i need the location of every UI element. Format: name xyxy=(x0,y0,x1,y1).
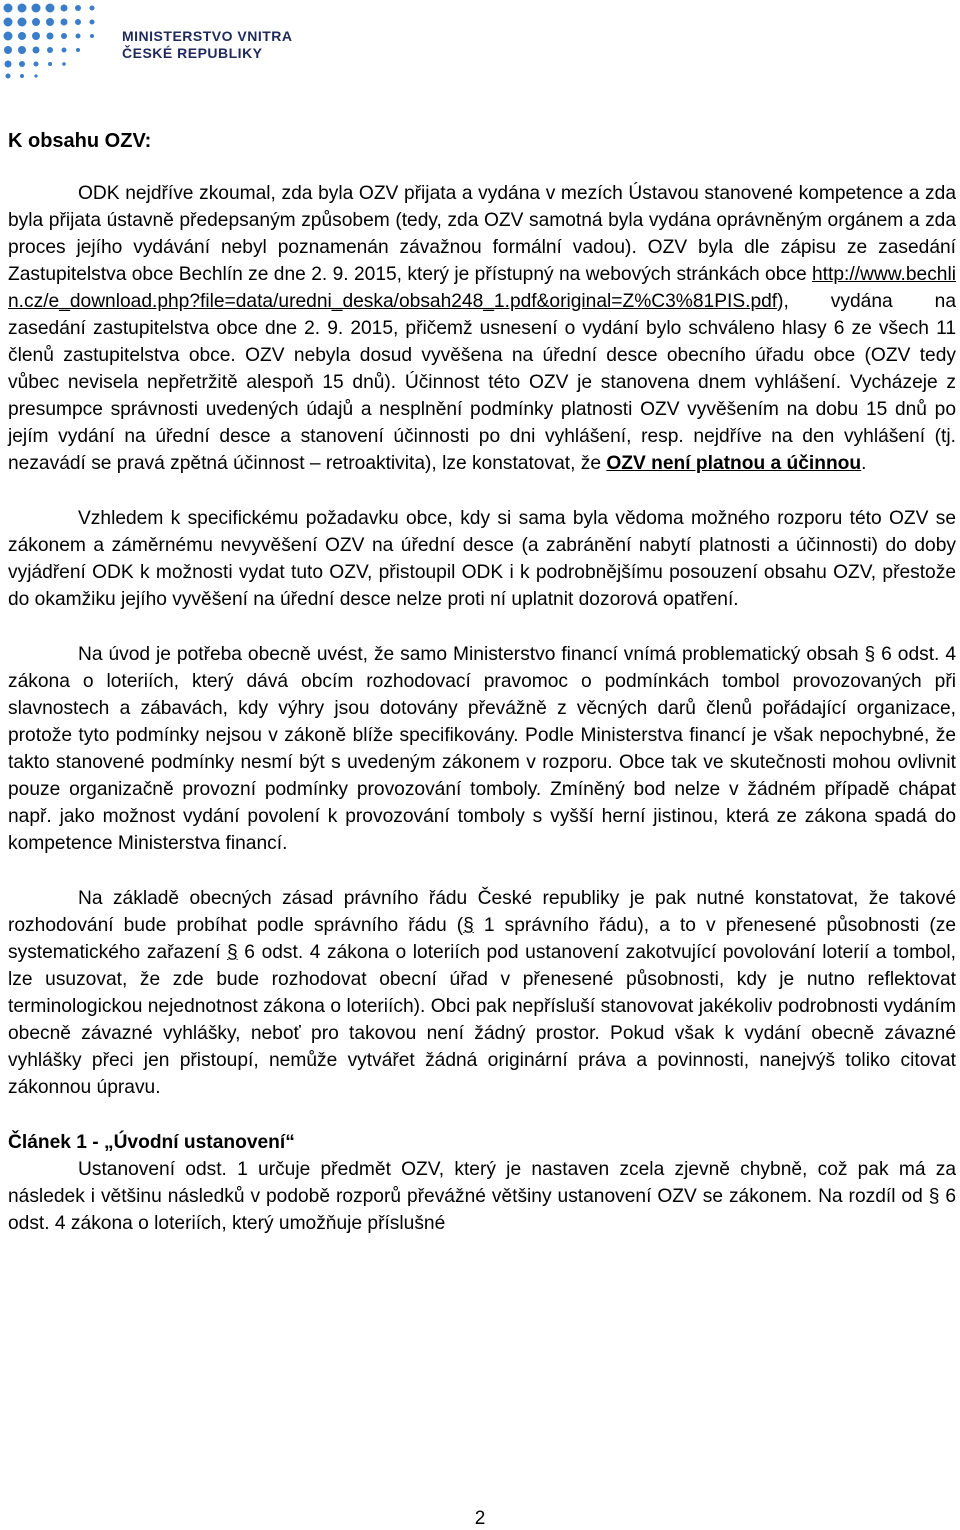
paragraph-end: . xyxy=(861,453,867,474)
paragraph-text: 6 odst. 4 zákona o loteriích pod ustanovení zakotvující povolování loterií a tombol, lze usuzovat, že zde bude rozhodovat obecní úřad v přenesené působnosti, kdy je nutno reflektovat terminologickou nejednotnost zákona o loteriích). Obci pak nepřísluší stanovovat jakékoliv podrobnosti vydáním obecně závazné vyhlášky, neboť pro takovou není žádný prostor. Pokud však k vydání obecně závazné vyhlášky přeci jen přistoupí, nemůže vytvářet žádná originární práva a povinnosti, nanejvýš toliko citovat zákonnou úpravu. xyxy=(8,942,956,1098)
paragraph-legal-principles xyxy=(8,885,956,1101)
conclusion-emphasis: OZV není platnou a účinnou xyxy=(606,453,862,474)
ministry-logo xyxy=(0,0,300,80)
paragraph-text: ODK nejdříve zkoumal, zda byla OZV přijata a vydána v mezích Ústavou stanovené kompetence a zda byla přijata ústavně předepsaným způsobem (tedy, zda OZV samotná byla vydána oprávněným orgánem a zda proces jejího vydávání nebyl poznamenán závažnou formální vadou). OZV byla dle zápisu ze zasedání Zastupitelstva obce Bechlín ze dne 2. 9. 2015, který je přístupný na webových stránkách obce xyxy=(8,183,956,285)
section-sign: § xyxy=(227,942,238,963)
section-heading: K obsahu OZV: xyxy=(8,130,152,152)
paragraph-text: Na základě obecných zásad právního řádu České republiky je pak nutné konstatovat, že takové rozhodování bude probíhat podle správního řádu ( xyxy=(8,888,956,936)
ministry-logo-line2: ČESKÉ REPUBLIKY xyxy=(122,45,263,61)
minutes-link[interactable]: http://www.bechlin.cz/e_download.php?file=data/uredni_deska/obsah248_1.pdf&original=Z%C3%81PIS.pdf xyxy=(8,264,956,312)
ministry-logo-line1: MINISTERSTVO VNITRA xyxy=(122,28,293,44)
paragraph-article-1: Ustanovení odst. 1 určuje předmět OZV, který je nastaven zcela zjevně chybně, což pak má za následek i většinu následků v podobě rozporů převážné většiny ustanovení OZV se zákonem. Na rozdíl od § 6 odst. 4 zákona o loteriích, který umožňuje příslušné xyxy=(8,1159,956,1234)
paragraph-ministry-finance: Na úvod je potřeba obecně uvést, že samo Ministerstvo financí vnímá problematický obsah § 6 odst. 4 zákona o loteriích, který dává obcím rozhodovací pravomoc o podmínkách tombol provozovaných při slavnostech a zábavách, kdy výhry jsou dotovány převážně z věcných darů členů pořádající organizace, protože tyto podmínky nejsou v zákoně blíže specifikovány. Podle Ministerstva financí je však nepochybné, že takto stanovené podmínky nesmí být s uvedeným zákonem v rozporu. Obce tak ve skutečnosti mohou ovlivnit pouze organizačně provozní podmínky provozování tomboly. Zmíněný bod nelze v žádném případě chápat např. jako možnost vydání povolení k provozování tomboly s vyšší herní jistinou, která ze zákona spadá do kompetence Ministerstva financí. xyxy=(8,644,956,854)
section-sign: § xyxy=(463,915,474,936)
page-number: 2 xyxy=(474,1508,486,1529)
ministry-logo-text xyxy=(122,28,293,62)
paragraph-text: 1 správního řádu), a to v přenesené působnosti (ze systematického zařazení xyxy=(8,915,956,963)
paragraph-text: ), vydána na zasedání zastupitelstva obce dne 2. 9. 2015, přičemž usnesení o vydání bylo schváleno hlasy 6 ze všech 11 členů zastupitelstva obce. OZV nebyla dosud vyvěšena na úřední desce obecního úřadu obce (OZV tedy vůbec nevisela nepřetržitě alespoň 15 dnů). Účinnost této OZV je stanovena dnem vyhlášení. Vycházeje z presumpce správnosti uvedených údajů a nesplnění podmínky platnosti OZV vyvěšením na dobu 15 dnů po jejím vydání na úřední desce a stanovení účinnosti po dni vyhlášení, resp. nejdříve na den vyhlášení (tj. nezavádí se pravá zpětná účinnost – retroaktivita), lze konstatovat, že xyxy=(8,291,956,474)
paragraph-specific-request: Vzhledem k specifickému požadavku obce, kdy si sama byla vědoma možného rozporu této OZV se zákonem a záměrnému nevyvěšení OZV na úřední desce (a zabránění nabytí platnosti a účinnosti) do doby vyjádření ODK k možnosti vydat tuto OZV, přistoupil ODK i k podrobnějšímu posouzení obsahu OZV, přestože do okamžiku jejího vyvěšení na úřední desce nelze proti ní uplatnit dozorová opatření. xyxy=(8,508,956,610)
document-body xyxy=(8,128,956,1237)
ministry-logo-mark-icon xyxy=(0,0,110,80)
paragraph-content-check xyxy=(8,180,956,477)
article-heading: Článek 1 - „Úvodní ustanovení“ xyxy=(8,1132,295,1153)
